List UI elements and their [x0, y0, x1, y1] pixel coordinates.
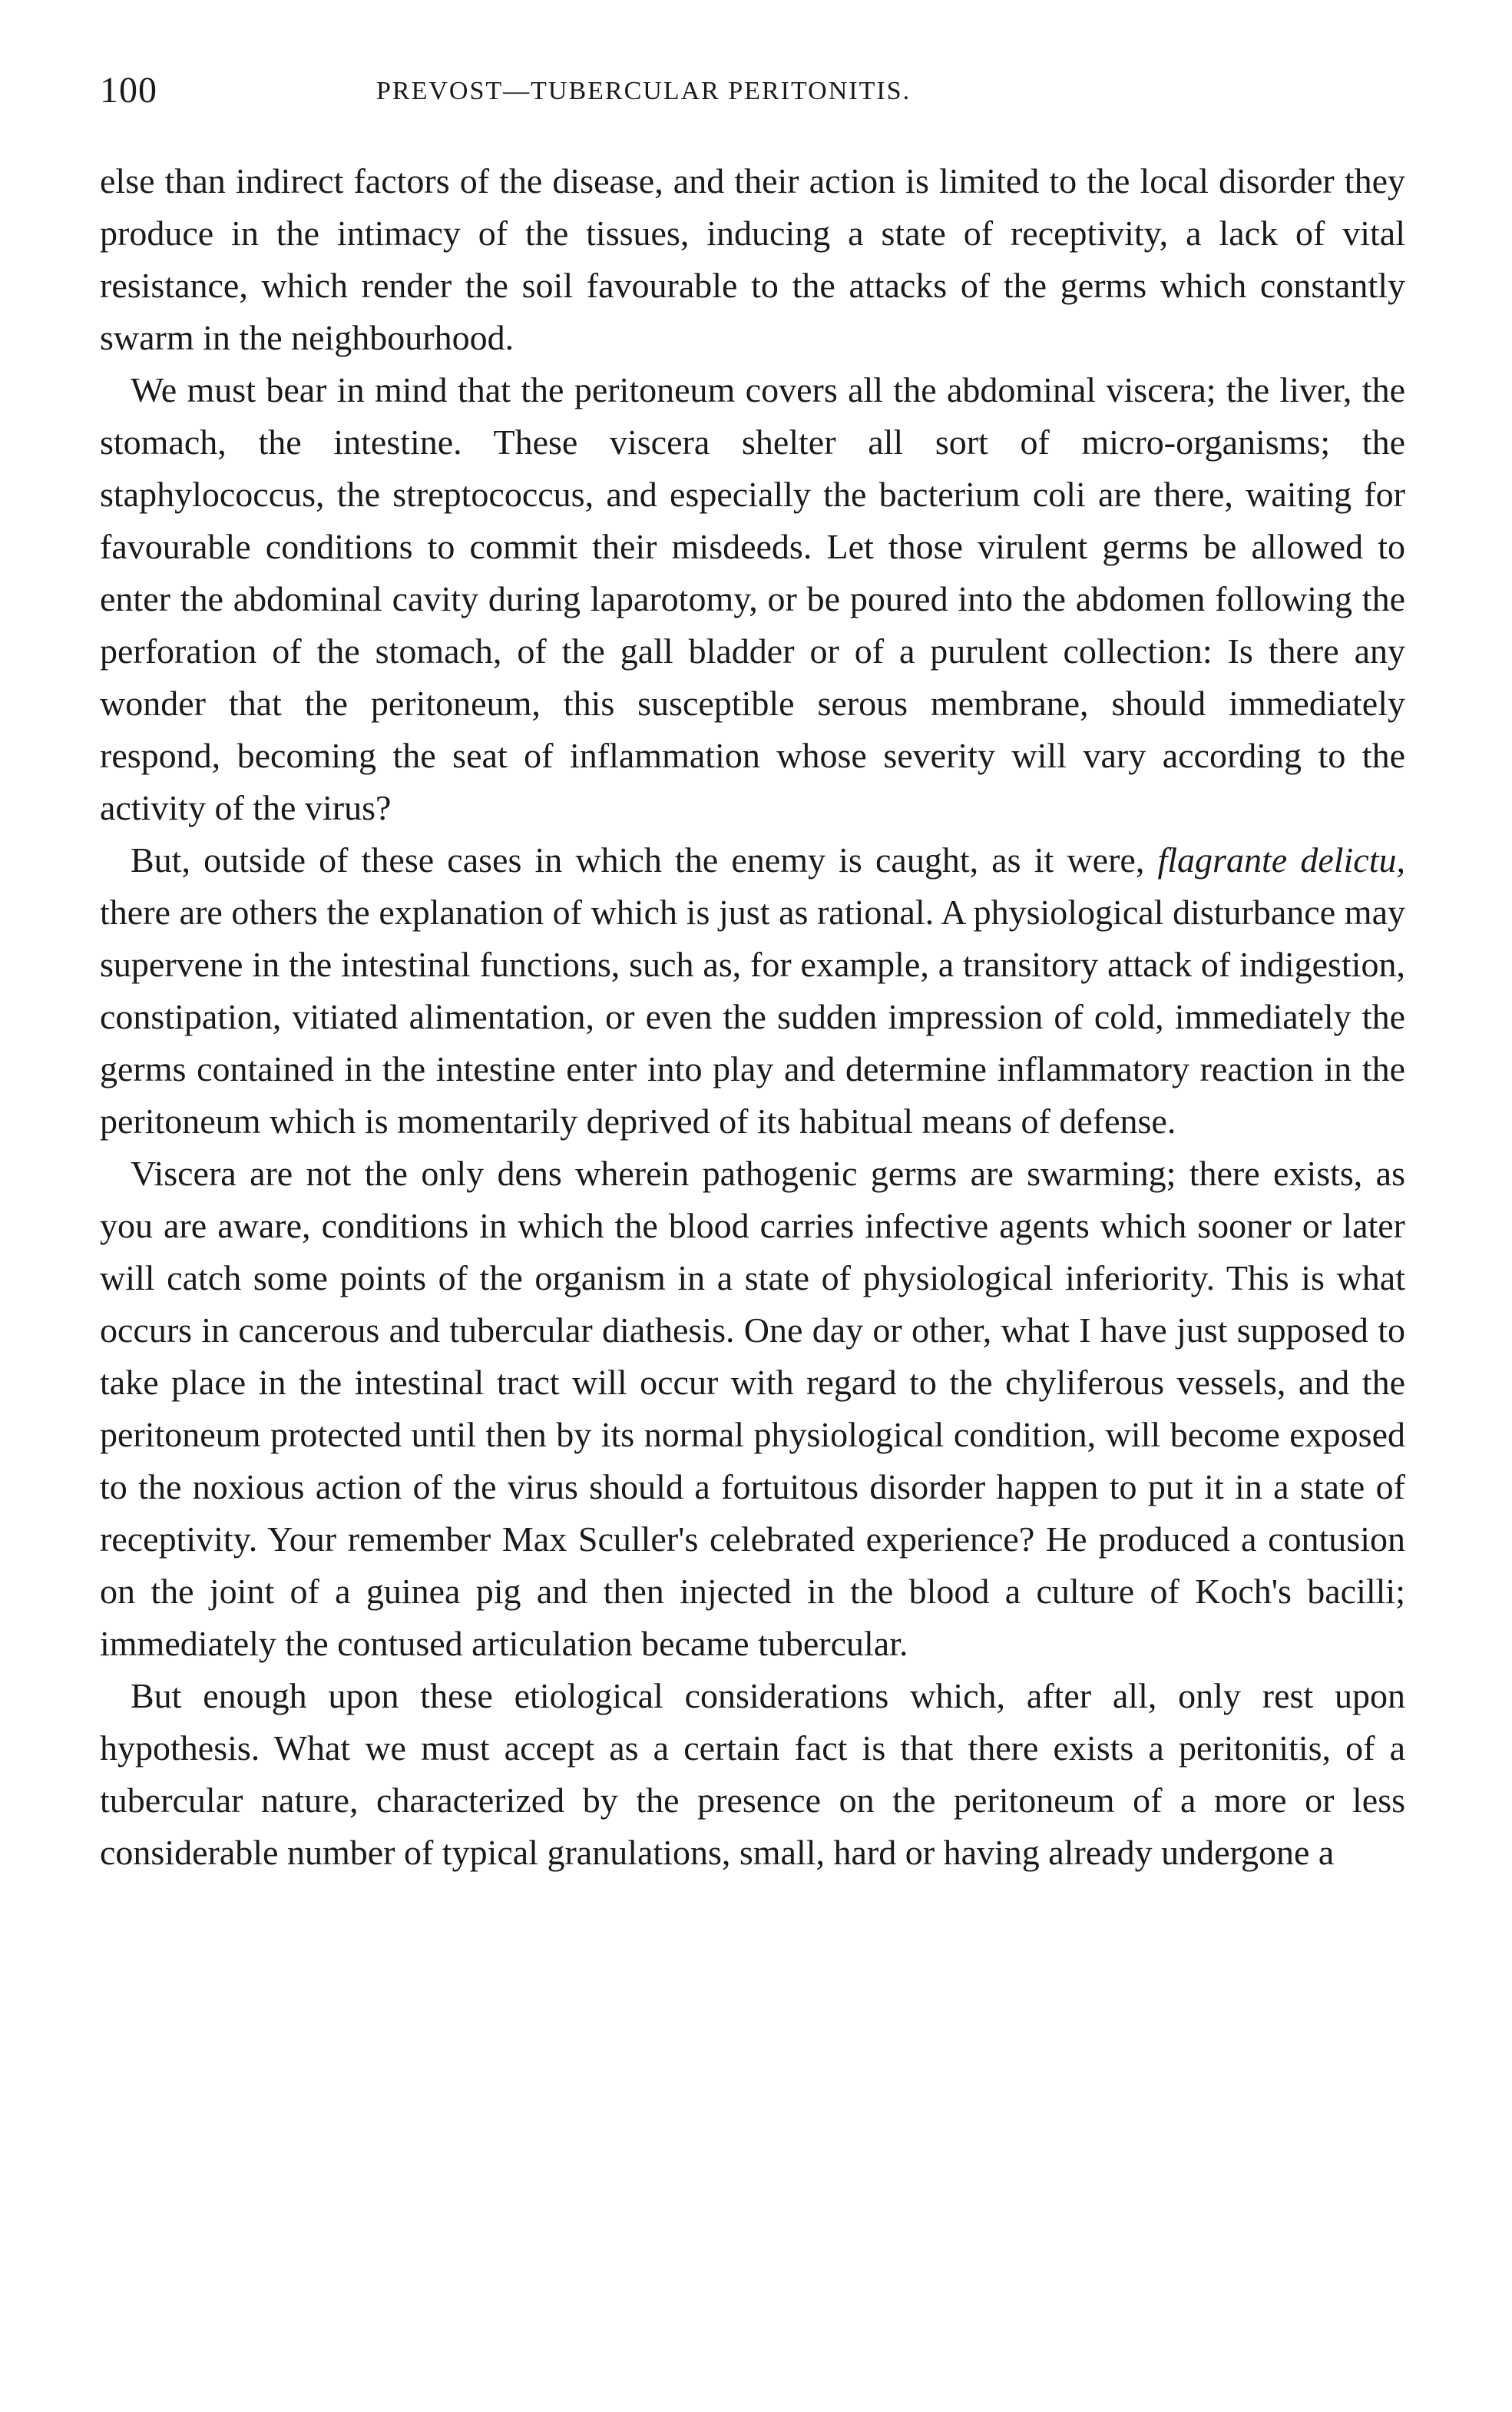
paragraph-2: We must bear in mind that the peritoneum covers all the abdominal viscera; the liver, the stomach, the intestine. These viscera shelter all sort of micro-organisms; the staphylococcus, the streptococcus, and especially the bacterium coli are there, waiting for favourable conditions to commit their misdeeds. Let those virulent germs be allowed to enter the abdominal cavity during laparotomy, or be poured into the abdomen following the perforation of the stomach, of the gall bladder or of a purulent collection: Is there any wonder that the peritoneum, this susceptible serous membrane, should immediately respond, becoming the seat of inflammation whose severity will vary according to the activity of the virus? — [100, 370, 1405, 827]
paragraph-1: else than indirect factors of the disease, and their action is limited to the local disorder they produce in the intimacy of the tissues, inducing a state of receptivity, a lack of vital resistance, which render the soil favourable to the attacks of the germs which constantly swarm in the neighbourhood. — [100, 161, 1405, 357]
paragraph-3 — [100, 834, 1405, 1148]
paragraph-4: Viscera are not the only dens wherein pathogenic germs are swarming; there exists, as you are aware, conditions in which the blood carries infective agents which sooner or later will catch some points of the organism in a state of physiological inferiority. This is what occurs in cancerous and tubercular diathesis. One day or other, what I have just supposed to take place in the intestinal tract will occur with regard to the chyliferous vessels, and the peritoneum protected until then by its normal physiological condition, will become exposed to the noxious action of the virus should a fortuitous disorder happen to put it in a state of receptivity. Your remember Max Sculler's celebrated experience? He produced a contusion on the joint of a guinea pig and then injected in the blood a culture of Koch's bacilli; immediately the contused articulation became tubercular. — [100, 1154, 1405, 1663]
book-page — [100, 69, 1405, 1879]
page-header — [100, 69, 1405, 123]
paragraph-3-text-after: there are others the explanation of which is just as rational. A physiological disturbance may supervene in the intestinal functions, such as, for example, a transitory attack of indigestion, constipation, vitiated alimentation, or even the sudden impression of cold, immediately the germs contained in the intestine enter into play and determine inflammatory reaction in the peritoneum which is momentarily deprived of its habitual means of defense. — [100, 893, 1405, 1141]
paragraph-5: But enough upon these etiological considerations which, after all, only rest upon hypothesis. What we must accept as a certain fact is that there exists a peritonitis, of a tubercular nature, characterized by the presence on the peritoneum of a more or less considerable number of typical granulations, small, hard or having already undergone a — [100, 1676, 1405, 1872]
running-title: PREVOST—TUBERCULAR PERITONITIS. — [376, 77, 912, 105]
page-number: 100 — [100, 70, 157, 111]
paragraph-3-text-before: But, outside of these cases in which the enemy is caught, as it were, — [131, 840, 1158, 880]
paragraph-3-italic-phrase: flagrante delictu, — [1157, 840, 1405, 880]
